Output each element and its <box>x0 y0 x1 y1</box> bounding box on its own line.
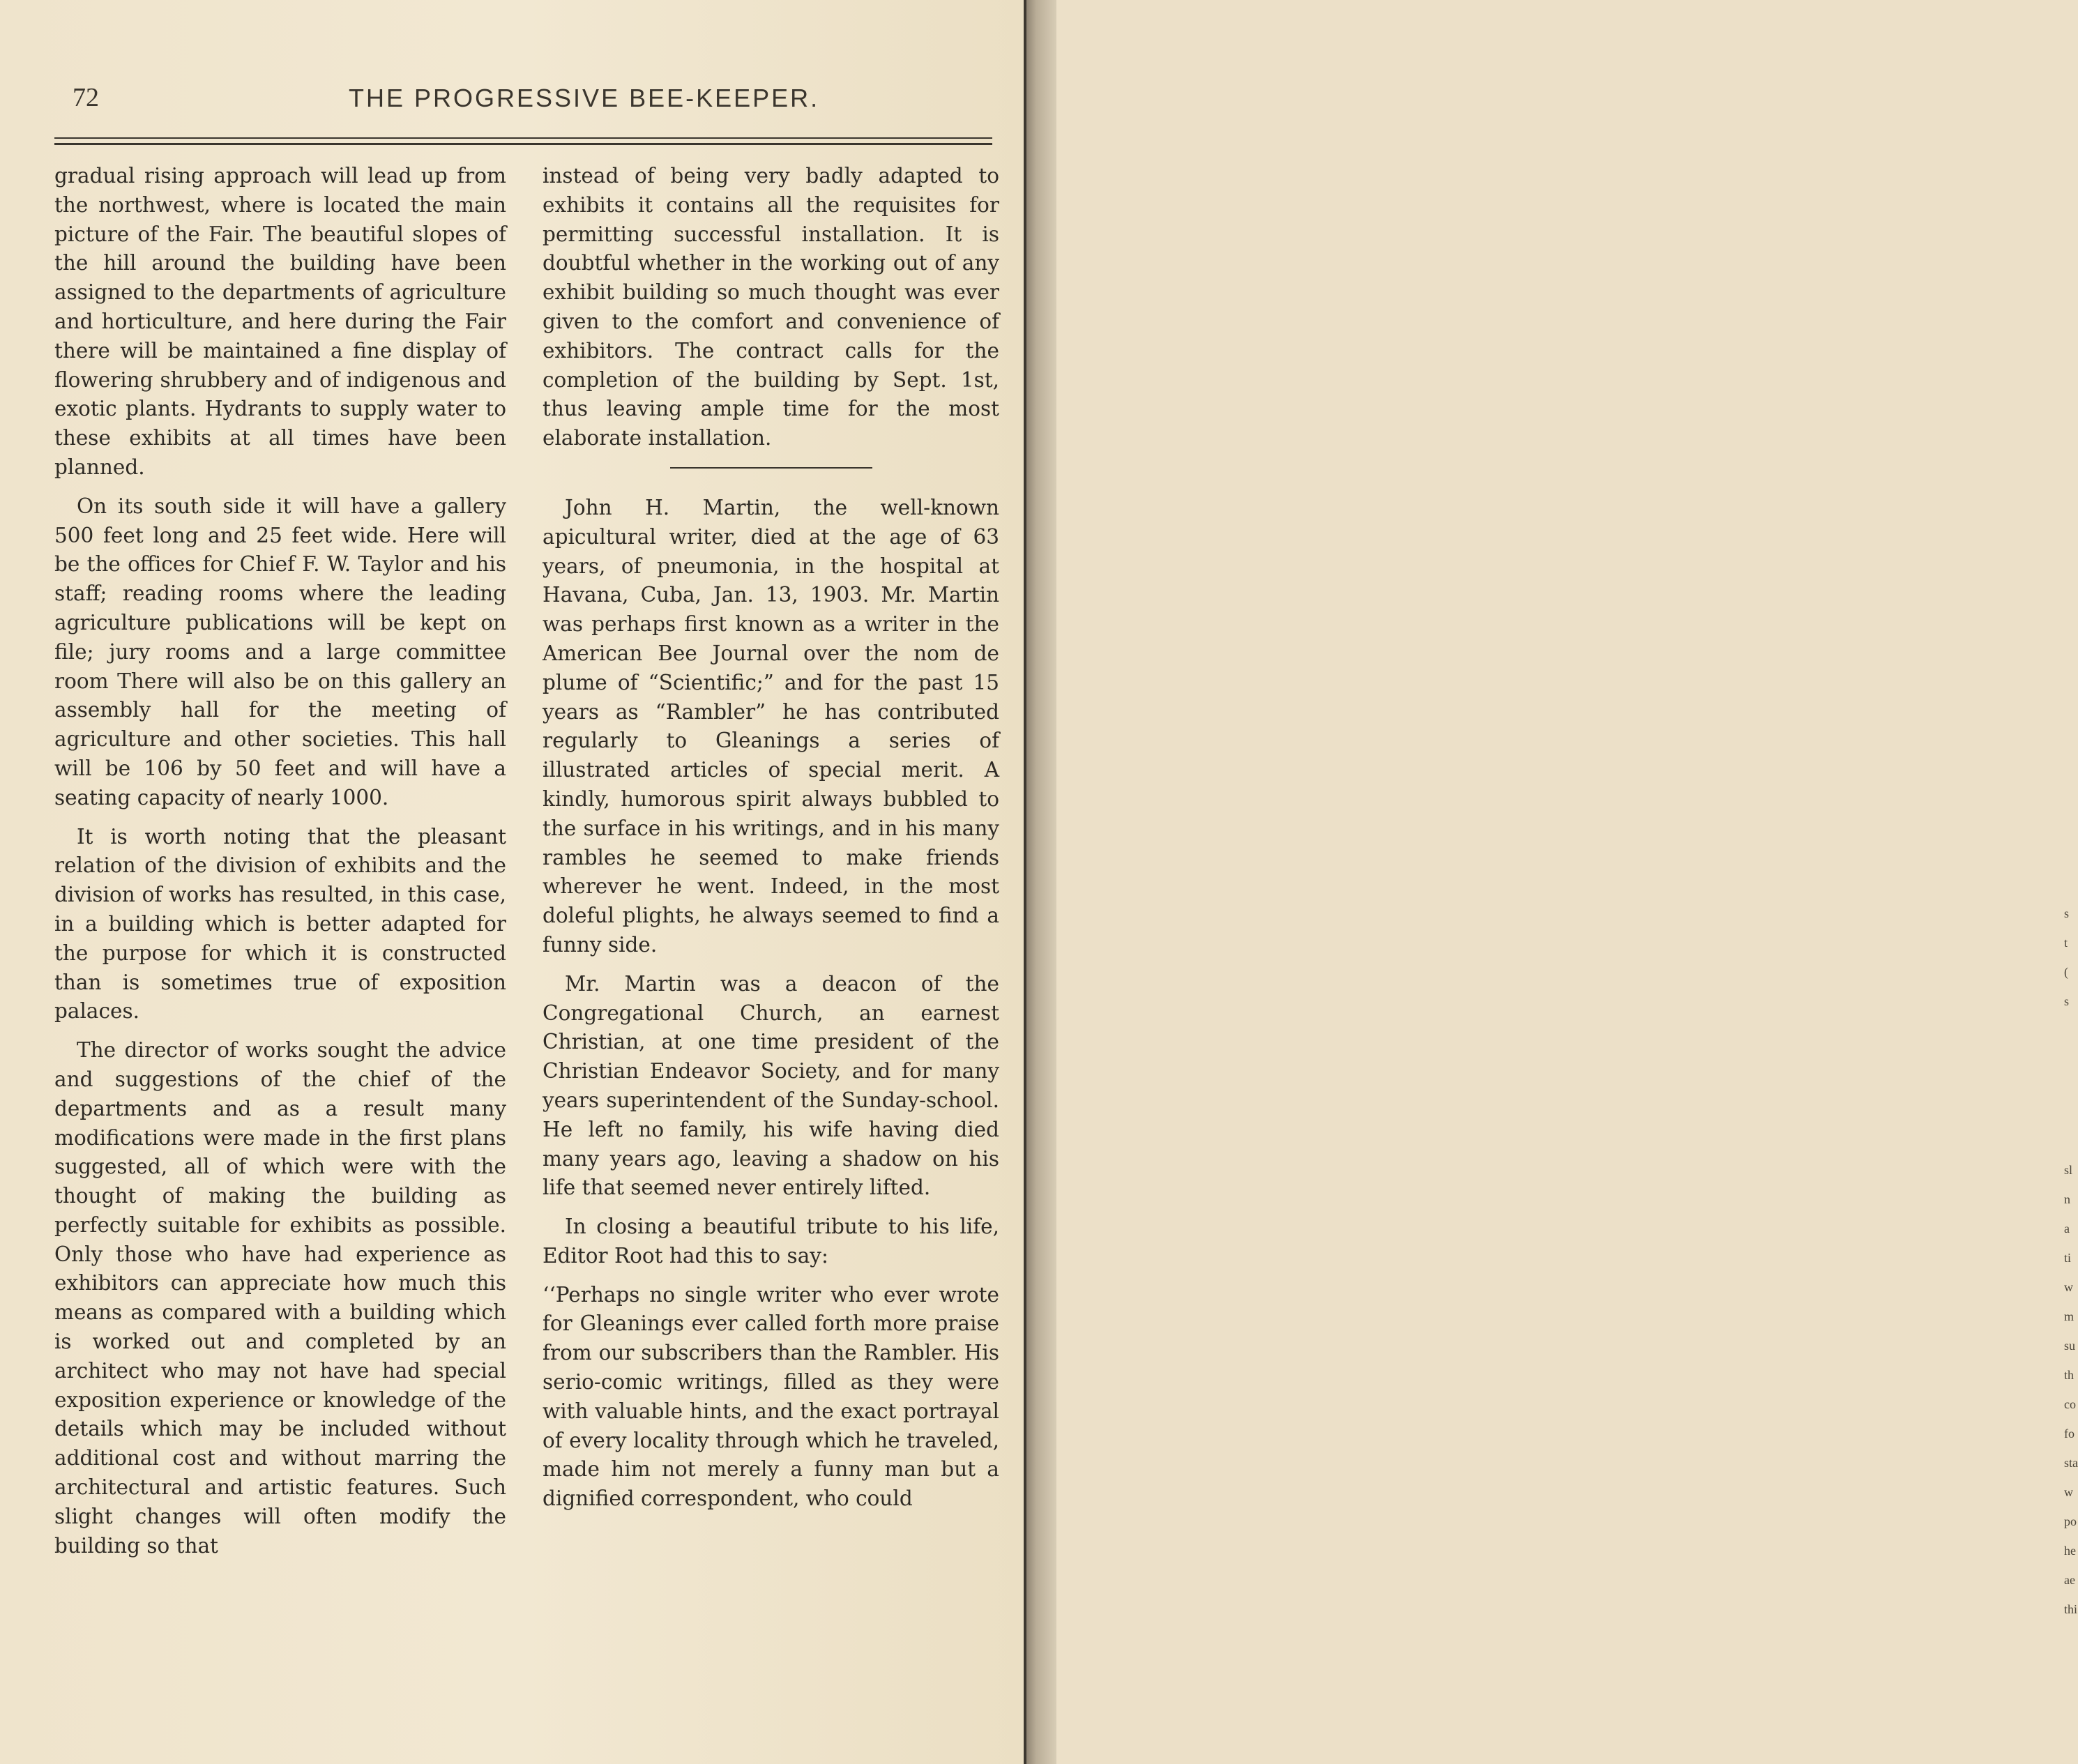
left-paragraph-3: It is worth noting that the pleasant relation of the division of exhibits and the division of works has resulted, in this case, in a building which is better adapted for the purpose for which it is constructed than is sometimes true of exposition palaces. <box>54 824 506 1024</box>
right-paragraph-4: In closing a beautiful tribute to his life, Editor Root had this to say: <box>543 1215 999 1268</box>
edge-fragment: s <box>2064 994 2070 1008</box>
edge-fragment: ti <box>2064 1251 2072 1265</box>
edge-fragment: co <box>2064 1397 2076 1411</box>
left-paragraph-4: The director of works sought the advice and suggestions of the chief of the departments and as a result many modifications were made in the first plans suggested, all of which were with the thought of making the building as perfectly suitable for exhibits as possible. Only those who have had experience as exhibitors can appreciate how much this means as compared with a building which is worked out and completed by an architect who may not have had special exposition experience or knowledge of the details which may be included without additional cost and without marring the architectural and artistic features. Such slight changes will often modify the building so that <box>54 1038 506 1558</box>
right-paragraph-3: Mr. Martin was a deacon of the Congregational Church, an earnest Christian, at one time president of the Christian Endeavor Society, and for many years superintendent of the Sunday-school. He left no family, his wife having died many years ago, leaving a shadow on his life that seemed never entirely lifted. <box>543 971 999 1200</box>
edge-fragment: su <box>2064 1339 2076 1353</box>
page-number: 72 <box>73 83 99 112</box>
edge-fragment: fo <box>2064 1427 2075 1440</box>
edge-fragment: po <box>2064 1514 2077 1528</box>
edge-fragment: w <box>2064 1280 2073 1294</box>
edge-fragment: w <box>2064 1485 2073 1499</box>
edge-fragment: sta <box>2064 1456 2078 1470</box>
section-divider <box>670 467 872 469</box>
edge-fragment: ( <box>2064 965 2068 979</box>
left-paragraph-1: gradual rising approach will lead up from the northwest, where is located the main picture of the Fair. The beautiful slopes of the hill around the building have been assigned to the departments of agriculture and horticulture, and here during the Fair there will be maintained a fine display of flowering shrubbery and of indigenous and exotic plants. Hydrants to supply water to these exhibits at all times have been planned. <box>54 164 506 479</box>
edge-fragment: s <box>2064 906 2070 920</box>
next-page-edge <box>1025 0 2078 1764</box>
header-rule-thin <box>54 137 992 139</box>
page-fold-line <box>1024 0 1026 1764</box>
header-rule-thick <box>54 143 992 145</box>
left-paragraph-2: On its south side it will have a gallery 500 feet long and 25 feet wide. Here will be the offices for Chief F. W. Taylor and his staff; reading rooms where the leading agriculture publications will be kept on file; jury rooms and a large committee room There will also be on this gallery an assembly hall for the meeting of agriculture and other societies. This hall will be 106 by 50 feet and will have a seating capacity of nearly 1000. <box>54 494 506 809</box>
journal-title: THE PROGRESSIVE BEE-KEEPER. <box>349 84 820 112</box>
magazine-page <box>0 0 1025 1764</box>
right-paragraph-1: instead of being very badly adapted to exhibits it contains all the requisites for permitting successful installation. It is doubtful whether in the working out of any exhibit building so much thought was ever given to the comfort and convenience of exhibitors. The contract calls for the completion of the building by Sept. 1st, thus leaving ample time for the most elaborate installation. <box>543 164 999 450</box>
edge-fragment: m <box>2064 1309 2075 1323</box>
left-column <box>54 162 506 1570</box>
edge-fragment: n <box>2064 1192 2070 1206</box>
right-paragraph-quote: ‘‘Perhaps no single writer who ever wrote for Gleanings ever called forth more praise from our subscribers than the Rambler. His serio-comic writings, filled as they were with valuable hints, and the exact portrayal of every locality through which he traveled, made him not merely a funny man but a dignified correspondent, who could <box>543 1282 999 1511</box>
edge-fragment: ae <box>2064 1573 2075 1587</box>
edge-fragment: thi <box>2064 1602 2078 1616</box>
edge-fragment: he <box>2064 1544 2076 1558</box>
edge-fragment: sl <box>2064 1163 2073 1177</box>
edge-fragment: t <box>2064 936 2068 950</box>
right-column <box>543 162 999 1523</box>
edge-fragment: th <box>2064 1368 2075 1382</box>
edge-fragment: a <box>2064 1222 2070 1235</box>
right-paragraph-2: John H. Martin, the well-known apicultural writer, died at the age of 63 years, of pneumonia, in the hospital at Havana, Cuba, Jan. 13, 1903. Mr. Martin was perhaps first known as a writer in the American Bee Journal over the nom de plume of “Scientific;” and for the past 15 years as “Rambler” he has contributed regularly to Gleanings a series of illustrated articles of special merit. A kindly, humorous spirit always bubbled to the surface in his writings, and in his many rambles he seemed to make friends wherever he went. Indeed, in the most doleful plights, he always seemed to find a funny side. <box>543 495 999 957</box>
